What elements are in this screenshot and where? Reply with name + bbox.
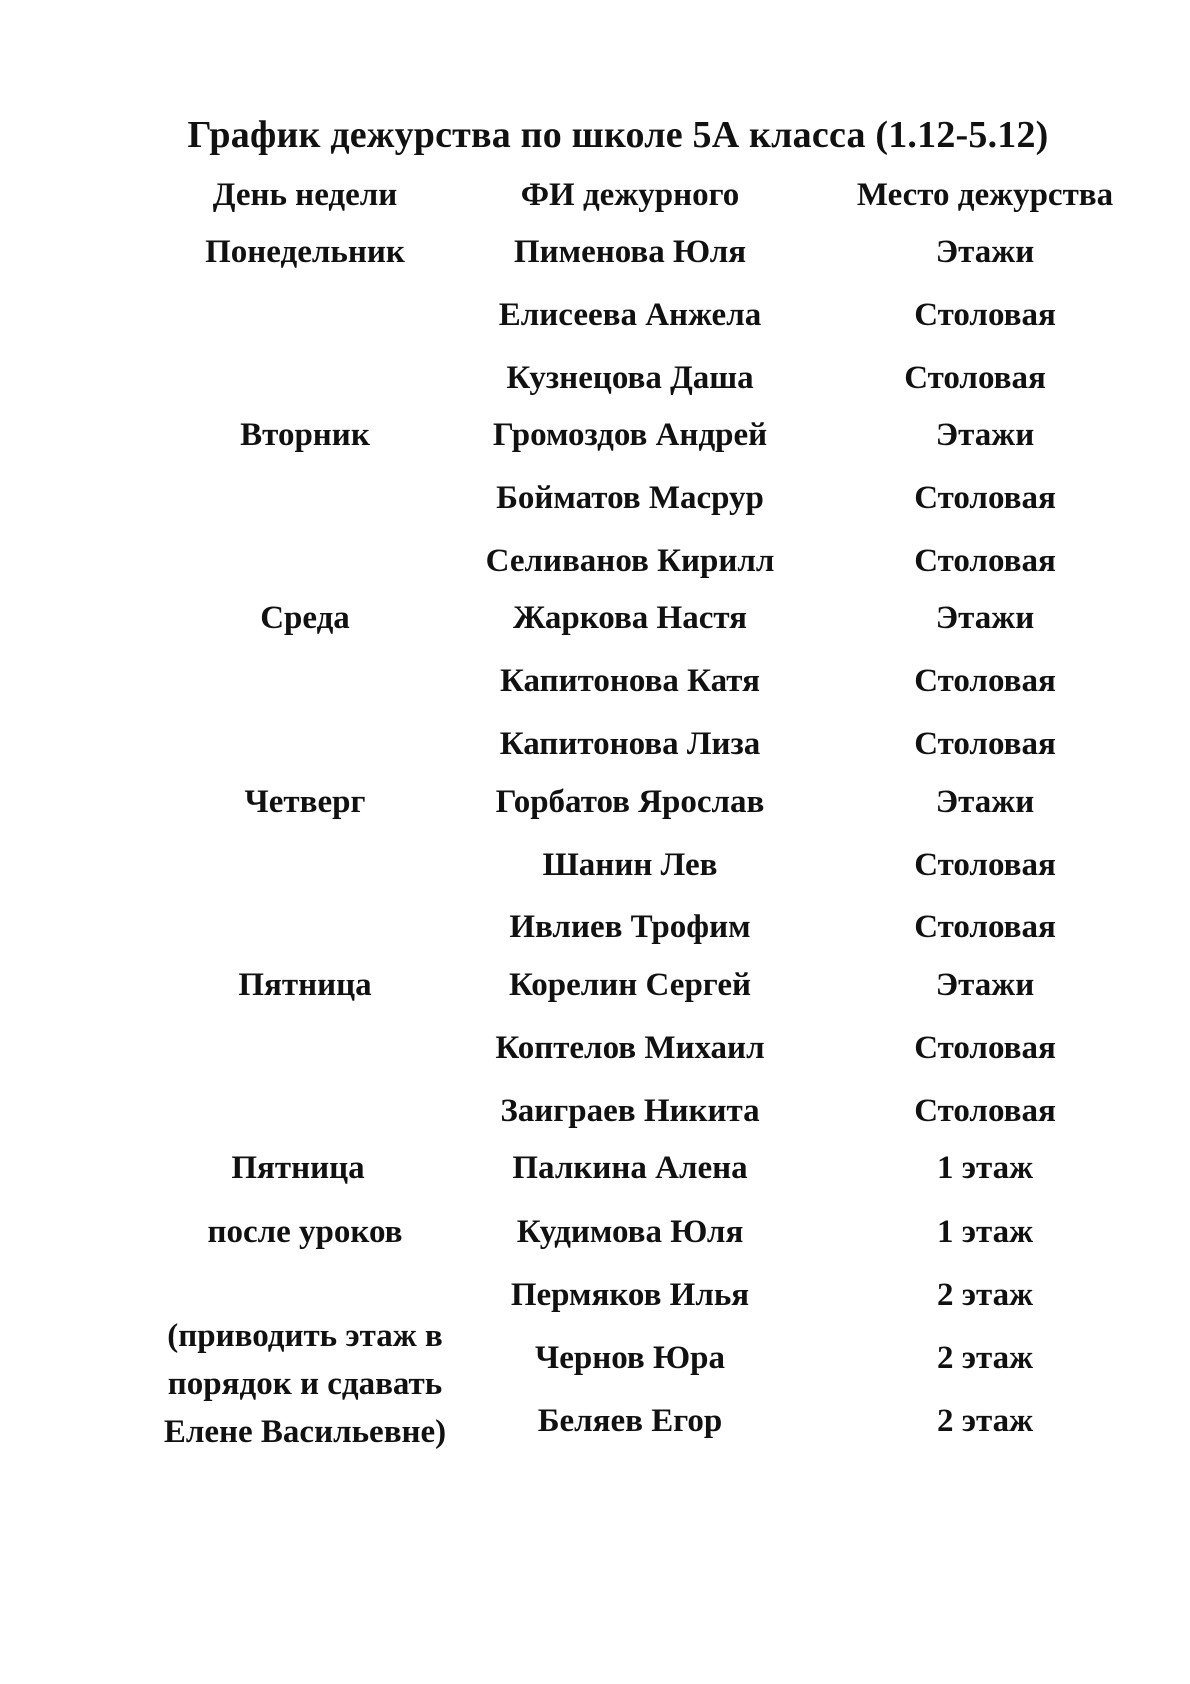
row-name: Палкина Алена [512,1150,748,1186]
row-day: Среда [260,600,350,636]
row-name: Корелин Сергей [508,967,752,1003]
row-place: Столовая [914,909,1056,945]
row-day: после уроков [207,1214,403,1250]
row-name: Громоздов Андрей [492,417,768,453]
row-place: Столовая [914,726,1056,762]
header-place: Место дежурства [856,177,1114,213]
row-name: Беляев Егор [537,1403,723,1439]
friday-note: (приводить этаж в порядок и сдавать Елене Васильевне) [163,1318,447,1450]
row-name: Селиванов Кирилл [485,543,775,579]
row-name: Ивлиев Трофим [509,909,751,945]
row-name: Пермяков Илья [510,1277,750,1313]
row-place: Этажи [935,600,1035,636]
row-day: Вторник [240,417,370,453]
row-name: Жаркова Настя [513,600,747,636]
row-name: Кузнецова Даша [506,360,754,396]
row-place: Этажи [935,784,1035,820]
header-name: ФИ дежурного [520,177,740,213]
row-day: Понедельник [205,234,405,270]
row-place: Этажи [935,417,1035,453]
row-place: Столовая [904,360,1046,396]
row-place: Этажи [935,967,1035,1003]
row-name: Горбатов Ярослав [495,784,765,820]
row-place: 1 этаж [936,1214,1034,1250]
row-place: Столовая [914,480,1056,516]
row-place: Столовая [914,543,1056,579]
row-place: 2 этаж [936,1340,1034,1376]
row-place: 2 этаж [936,1403,1034,1439]
row-place: Столовая [914,663,1056,699]
page-title: График дежурства по школе 5А класса (1.12-5.12) [187,114,1049,156]
row-place: Этажи [935,234,1035,270]
row-day: Пятница [231,1150,365,1186]
row-place: Столовая [914,297,1056,333]
row-name: Шанин Лев [542,847,718,883]
row-place: 2 этаж [936,1277,1034,1313]
row-place: 1 этаж [936,1150,1034,1186]
row-place: Столовая [914,847,1056,883]
row-name: Пименова Юля [513,234,747,270]
row-place: Столовая [914,1030,1056,1066]
row-day: Четверг [244,784,366,820]
row-name: Заиграев Никита [500,1093,760,1129]
row-name: Кудимова Юля [516,1214,744,1250]
row-day: Пятница [238,967,372,1003]
header-day: День недели [212,177,398,213]
row-name: Коптелов Михаил [495,1030,765,1066]
row-name: Бойматов Масрур [496,480,764,516]
row-name: Елисеева Анжела [498,297,762,333]
row-place: Столовая [914,1093,1056,1129]
row-name: Чернов Юра [535,1340,725,1376]
row-name: Капитонова Лиза [499,726,761,762]
row-name: Капитонова Катя [500,663,760,699]
